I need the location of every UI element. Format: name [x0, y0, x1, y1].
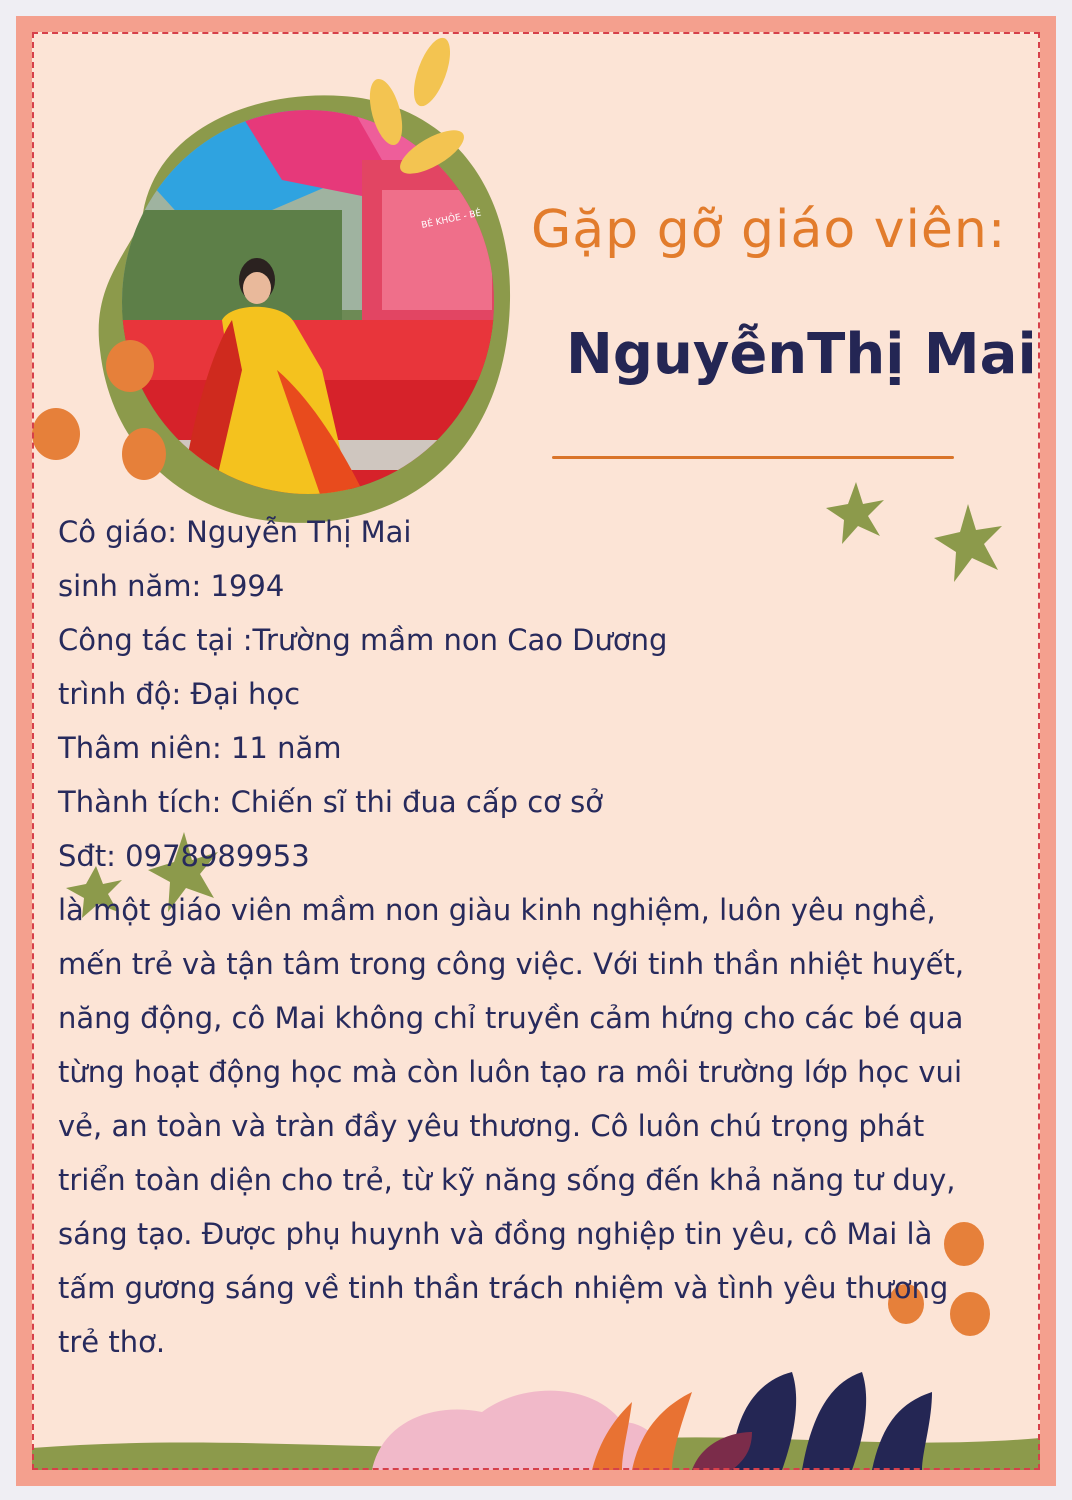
title-underline [552, 456, 954, 459]
dot-icon [32, 332, 192, 492]
leaf-icon [362, 32, 472, 202]
svg-text:BÉ KHỎE - BÉ: BÉ KHỎE - BÉ [420, 208, 483, 231]
info-achievement: Thành tích: Chiến sĩ thi đua cấp cơ sở [58, 785, 603, 819]
teacher-bio: là một giáo viên mầm non giàu kinh nghiệm, luôn yêu nghề, mến trẻ và tận tâm trong công việc. Với tinh thần nhiệt huyết, năng động, cô Mai không chỉ truyền cảm hứng cho các bé qua từng hoạt động học mà còn luôn tạo ra môi trường lớp học vui vẻ, an toàn và tràn đầy yêu thương. Cô luôn chú trọng phát triển toàn diện cho trẻ, từ kỹ năng sống đến khả năng tư duy, sáng tạo. Được phụ huynh và đồng nghiệp tin yêu, cô Mai là tấm gương sáng về tinh thần trách nhiệm và tình yêu thương trẻ thơ. [58, 893, 965, 1359]
info-teacher: Cô giáo: Nguyễn Thị Mai [58, 515, 412, 549]
plant-icon [32, 1362, 1040, 1470]
page-title: Gặp gỡ giáo viên: [531, 200, 1007, 260]
info-workplace: Công tác tại :Trường mầm non Cao Dương [58, 623, 668, 657]
info-education: trình độ: Đại học [58, 677, 301, 711]
info-seniority: Thâm niên: 11 năm [58, 731, 342, 765]
info-birth-year: sinh năm: 1994 [58, 569, 285, 603]
teacher-info-list [58, 505, 998, 883]
teacher-name-title: NguyễnThị Mai [566, 322, 1037, 387]
info-phone: Sđt: 0978989953 [58, 839, 310, 873]
